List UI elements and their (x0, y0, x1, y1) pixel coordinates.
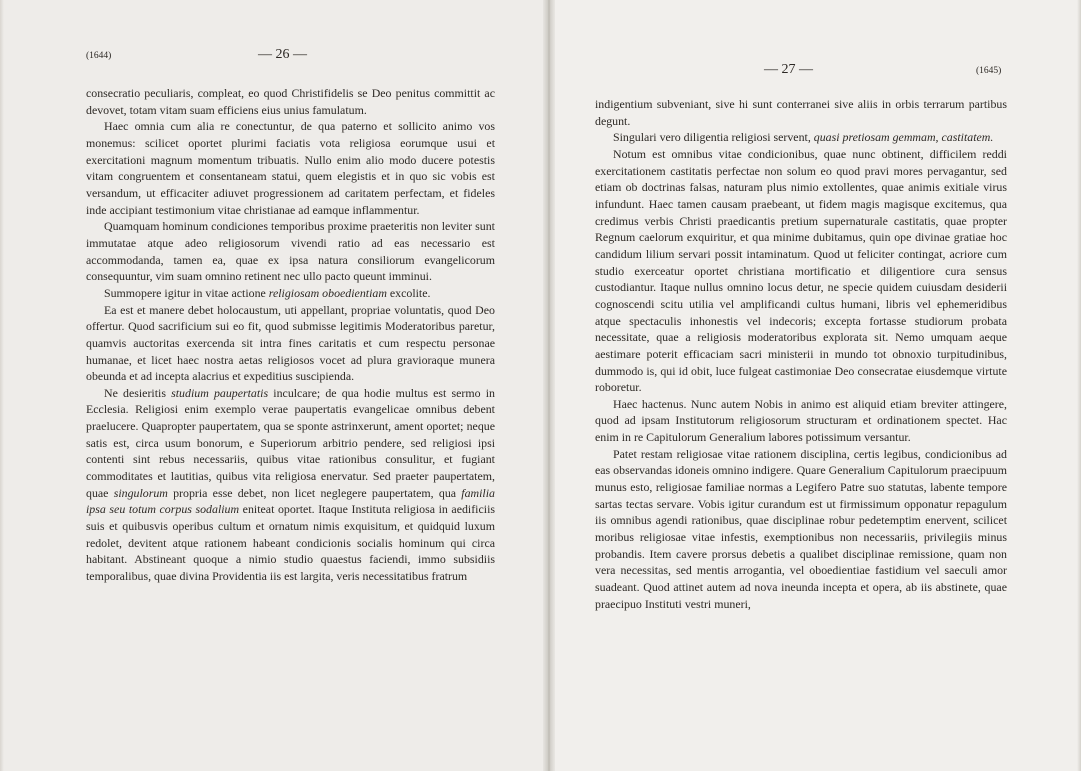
text-run: Singulari vero diligentia religiosi servent, (613, 130, 814, 145)
right-page-edge (1077, 0, 1081, 771)
italic-phrase: religiosam oboedientiam (268, 285, 387, 300)
italic-phrase: studium paupertatis (171, 385, 269, 400)
text-run: Ea est et manere debet holocaustum, uti appellant, propriae voluntatis, quod Deo offertur. Quod sacrificium sui eo fit, quod submisse legitimis Moderatoribus paretur, quamvis auctoritas exercenda sit intra fines caritatis et cum respectu personae humanae, et licet haec nostra aetas religiosos vocet ad plura gravioraque munera obeunda et ad incepta alacrius et expeditius suscipienda. (86, 302, 495, 384)
text-run: excolite. (386, 285, 431, 300)
left-page-edge (0, 0, 4, 771)
left-folio-tag: (1644) (86, 51, 112, 61)
paragraph (595, 446, 1007, 613)
paragraph (86, 218, 495, 285)
paragraph (595, 96, 1007, 129)
text-run: Quamquam hominum condiciones temporibus proxime praeteritis non leviter sunt immutatae atque adeo religiosorum vivendi ratio ad eas necessario est accommodanda, tamen ea, quae ex ipsa natura consiliorum evangelicorum consequuntur, vim suam omnino retinent nec ullo pacto queunt imminui. (86, 219, 495, 284)
text-run: indigentium subveniant, sive hi sunt conterranei sive aliis in orbis terrarum partibus degunt. (595, 97, 1007, 128)
text-run: consecratio peculiaris, compleat, eo quod Christifidelis se Deo penitus committit ac devovet, totam vitam suam efficiens eius unius famulatum. (86, 86, 495, 117)
italic-phrase: quasi pretiosam gemmam, castitatem. (813, 130, 994, 145)
italic-phrase: familia ipsa seu totum corpus sodalium (86, 485, 495, 517)
text-run: eniteat oportet. Itaque Instituta religiosa in aedificiis suis et quibusvis operibus cultum et ornatum nimis exquisitum, et quidquid luxum redolet, devitent atque rationem habeant condicionis socialis hominum qui circa habitant. Abstineant quoque a nimio studio quaestus faciendi, immo subsidiis temporalibus, quae divina Providentia iis est largita, veris necessitatibus fratrum (86, 502, 496, 584)
text-run: Summopere igitur in vitae actione (104, 285, 269, 300)
italic-phrase: singulorum (113, 485, 168, 500)
text-run: Haec hactenus. Nunc autem Nobis in animo est aliquid etiam breviter attingere, quod ad ipsam Institutorum religiosorum structuram et ordinationem spectet. Hac enim in re Capitulorum Generalium labores potissimum versantur. (595, 396, 1007, 445)
right-page-number: — 27 — (764, 62, 813, 77)
right-page-text (595, 96, 1007, 612)
left-page-number: — 26 — (258, 47, 307, 62)
paragraph (86, 385, 495, 585)
text-run: Ne desieritis (104, 385, 172, 400)
text-run: propria esse debet, non licet neglegere paupertatem, qua (167, 485, 462, 500)
text-run: Patet restam religiosae vitae rationem disciplina, certis legibus, condicionibus ad eas observandas idoneis omnino indigere. Quare Generalium Capitulorum praecipuum munus esto, religiosae familiae normas a Legifero Patre suo statutas, labente tempore sartas tectas servare. Vobis igitur curandum est ut firmissimum opponatur repagulum iis omnibus agendi rationibus, quae disciplinae robur pedetemptim enervent, scilicet moribus religiosae vitae infestis, exemptionibus non necessariis, privilegiis minus probandis. Item cavere prorsus debetis a qualibet disciplinae remissione, quam non vera necessitas, sed mentis arrogantia, vel oboedientiae fastidium vel saeculi amor suadeant. Quod attinet autem ad nova ineunda incepta et opera, ab iis abstinete, quae praecipuo Instituti vestri muneri, (595, 446, 1007, 611)
paragraph (595, 396, 1007, 446)
text-run: Notum est omnibus vitae condicionibus, quae nunc obtinent, difficilem reddi exercitationem castitatis perfectae non solum eo quod pravi mores pervagantur, sed etiam ob doctrinas falsas, naturam plus nimio extollentes, quae animis exitiale virus infundunt. Haec tamen causam praebeant, ut fidem magis magisque excitemus, qua credimus verbis Christi praedicantis pretium supernaturale castitatis, quae propter Regnum caelorum exquiritur, et qua minime dubitamus, quin ope divinae gratiae hoc candidum lilium servari possit intaminatum. Quod ut feliciter contingat, acriore cum studio exerceatur oportet christiana mortificatio et diligentiore cura sensus custodiantur. Itaque nullus omnino locus detur, ne specie quidem cuiusdam desiderii cognoscendi scitu utilia vel amplificandi cultus humani, libris vel ephemeridibus atque spectaculis inhonestis vel indecoris; excepta fortasse studiorum probata necessitate, quae a religiosis moderatoribus explorata sit. Nemo umquam aeque aestimare poterit efficaciam sacri ministerii in mundo tot obnoxio turpitudinibus, dummodo is, qui id obit, luce fulgeat castimoniae Deo consecratae eiusdemque virtute roboretur. (595, 146, 1007, 395)
paragraph (595, 129, 1007, 146)
paragraph (86, 285, 495, 302)
text-run: inculcare; de qua hodie multus est sermo in Ecclesia. Religiosi enim exemplo verae paupertatis evangelicae omnibus debent praelucere. Quapropter paupertatem, qua se sponte astrinxerunt, ament oportet; neque satis est, circa usum bonorum, e Superiorum arbitrio pendere, sed religiosi ipsi contenti sint rebus necessariis, quibus vitae rationibus consulitur, et fugiant commoditates et lautitias, quibus vita religiosa enervatur. Sed praeter paupertatem, quae (86, 385, 495, 500)
paragraph (86, 85, 495, 118)
right-folio-tag: (1645) (976, 66, 1002, 76)
paragraph (86, 302, 495, 385)
left-page-text (86, 85, 495, 585)
text-run: Haec omnia cum alia re conectuntur, de qua paterno et sollicito animo vos monemus: scilicet oportet plurimi faciatis vota religiosa eorumque usui et exercitationi magnum momentum tribuatis. Nullo enim alio modo ducere potestis vitam congruentem et consentaneam statui, quem elegistis et in quo sic vobis est versandum, ut efficaciter adiuvet progressionem ad caritatem perfectam, et fideles inde accipiant testimonium vitae christianae ad eamque inflammentur. (86, 119, 495, 217)
paragraph (595, 146, 1007, 396)
book-gutter (543, 0, 555, 771)
paragraph (86, 118, 495, 218)
